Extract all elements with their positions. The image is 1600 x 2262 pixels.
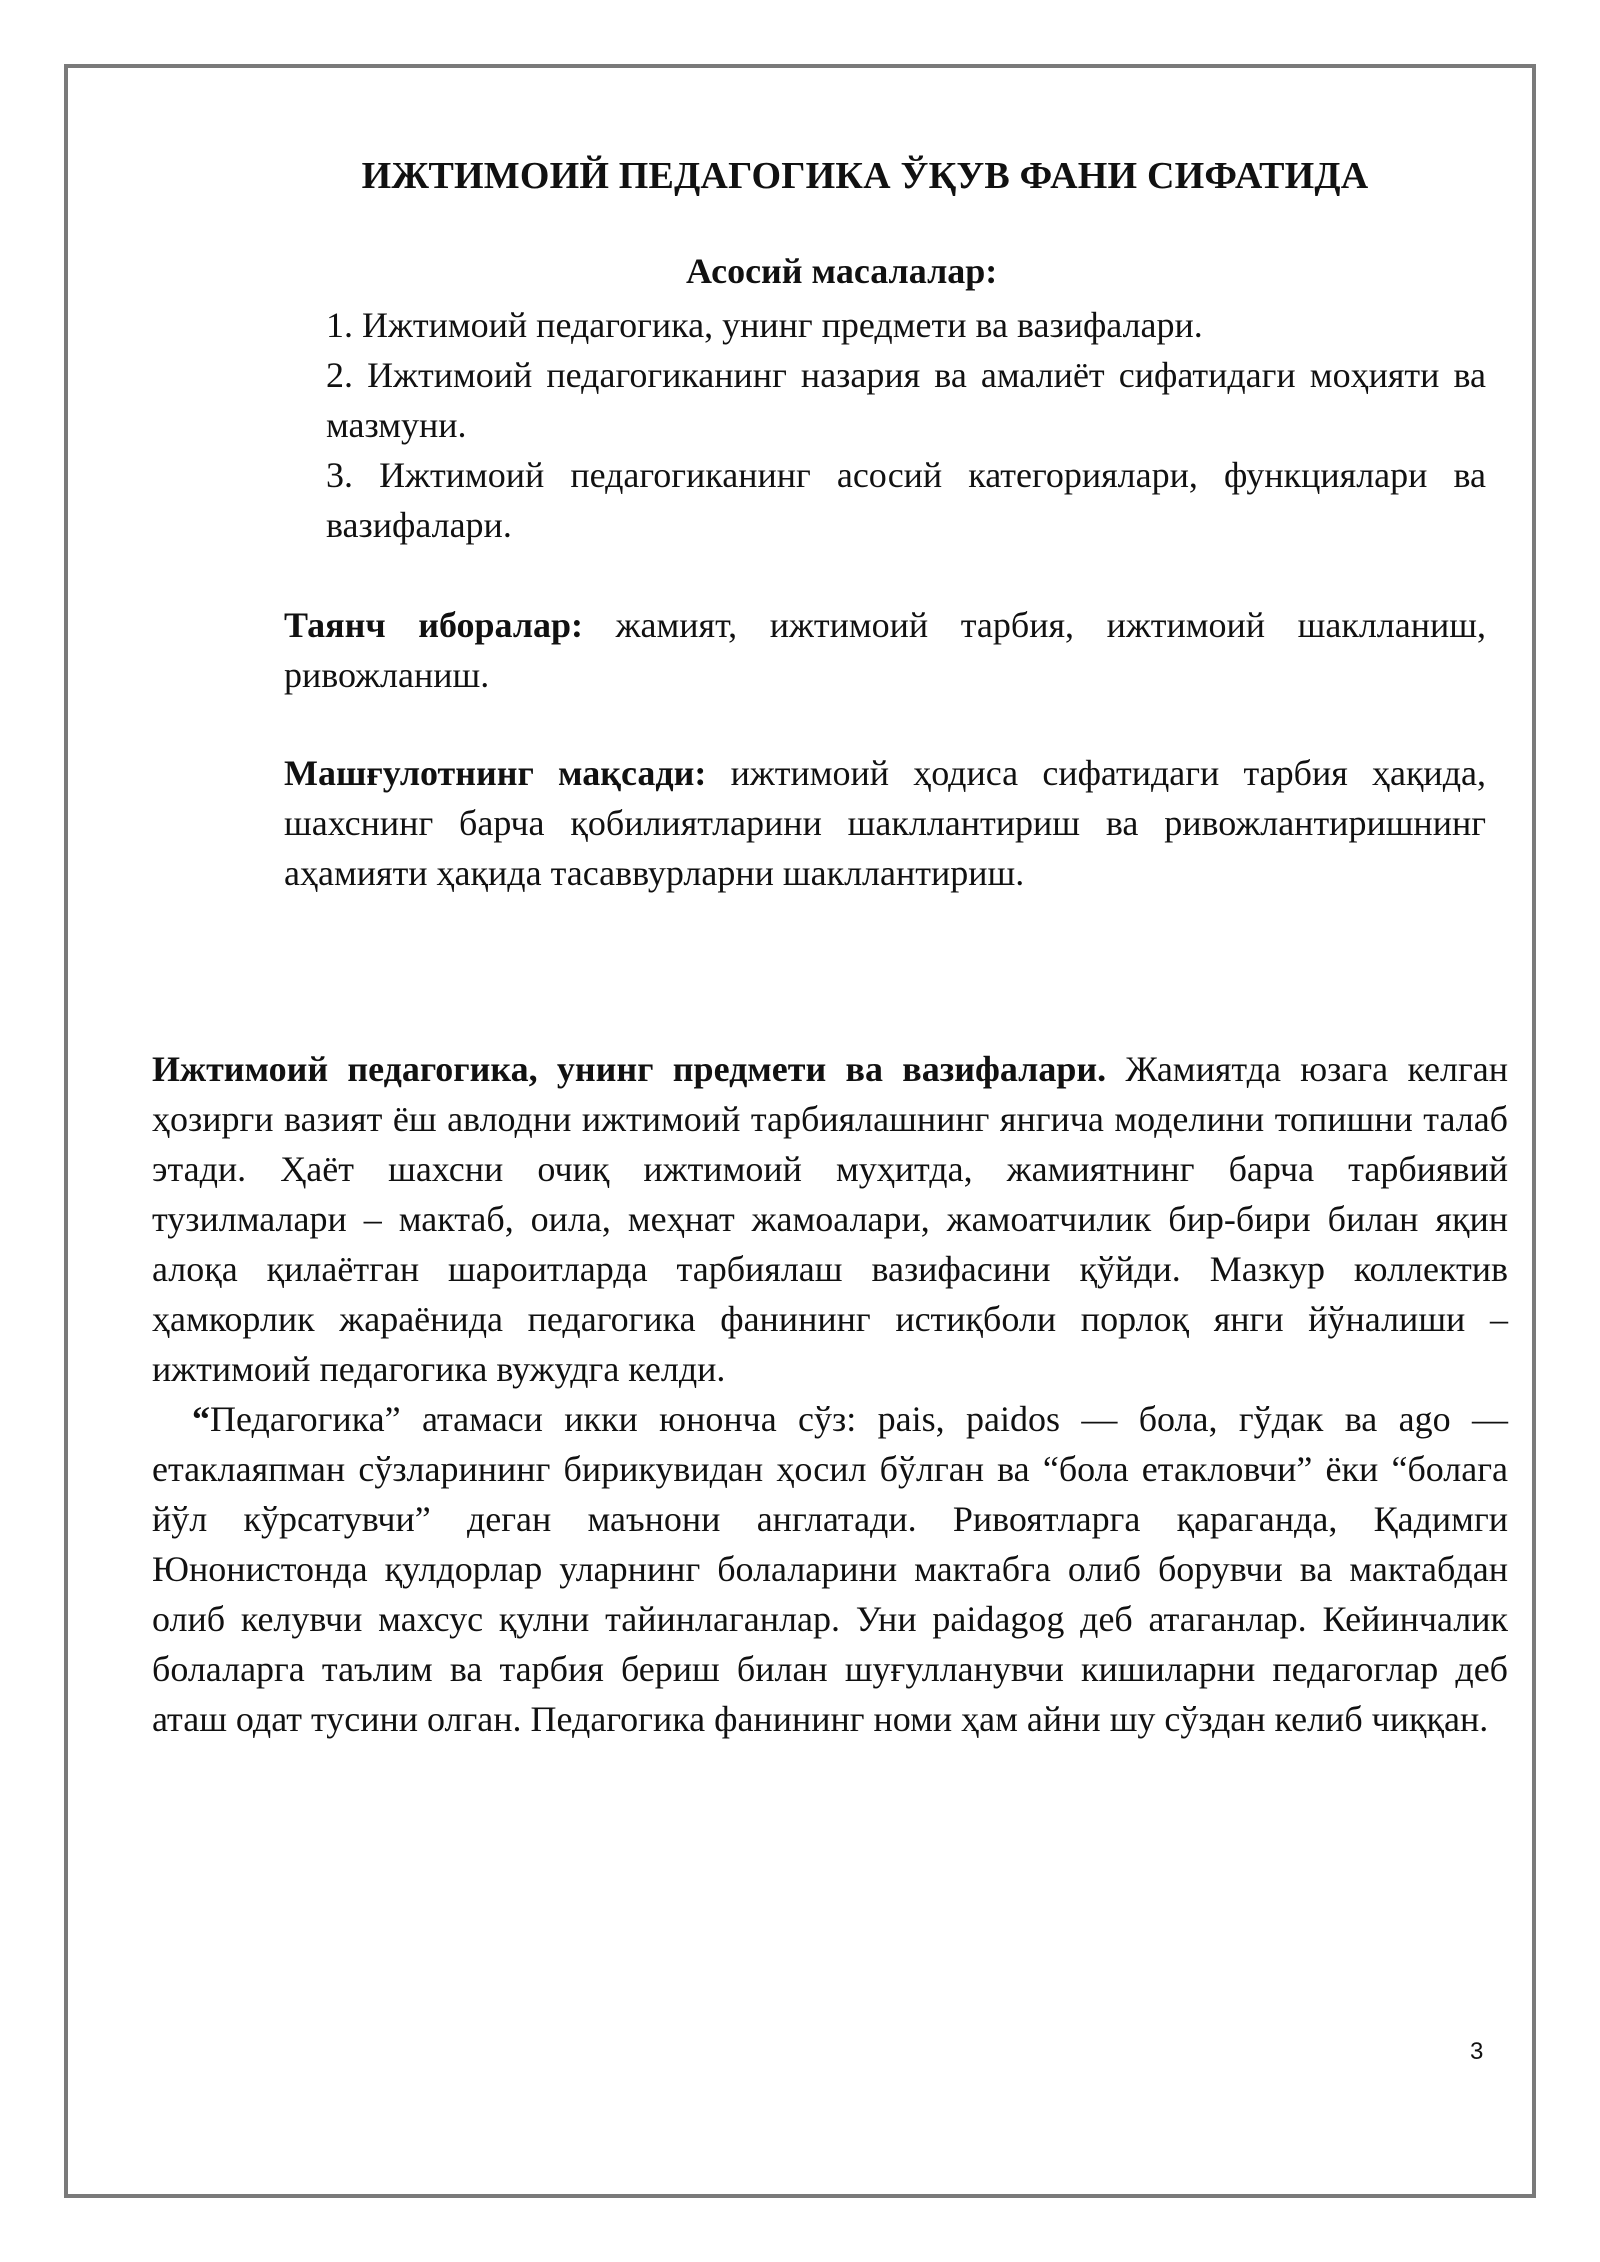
document-title: ИЖТИМОИЙ ПЕДАГОГИКА ЎҚУВ ФАНИ СИФАТИДА	[361, 155, 1369, 197]
page-number: 3	[1470, 2038, 1484, 2065]
keywords-label: Таянч иборалар:	[284, 605, 584, 645]
keywords-text: жамият, ижтимоий тарбия, ижтимоий шаклланиш, ривожланиш.	[284, 605, 1486, 695]
keywords-paragraph	[284, 600, 1486, 700]
lesson-goal-label: Машғулотнинг мақсади:	[284, 753, 707, 793]
lesson-goal-text: ижтимоий ҳодиса сифатидаги тарбия ҳақида, шахснинг барча қобилиятларини шакллантириш ва ривожлантиришнинг аҳамияти ҳақида тасаввурларни шакллантириш.	[284, 753, 1486, 893]
main-issues-list	[326, 300, 1486, 550]
body-paragraph-2-text: Педагогика” атамаси икки юнонча сўз: pais, paidos — бола, гўдак ва ago — етаклаяпман сўзларининг бирикувидан ҳосил бўлган ва “бола етакловчи” ёки “болага йўл кўрсатувчи” деган маънони англатади. Ривоятларга қараганда, Қадимги Юнонистонда қулдорлар уларнинг болаларини мактабга олиб борувчи ва мактабдан олиб келувчи махсус қулни тайинлаганлар. Уни paidagog деб атаганлар. Кейинчалик болаларга таълим ва тарбия бериш билан шуғулланувчи кишиларни педагоглар деб аташ одат тусини олган. Педагогика фанининг номи ҳам айни шу сўздан келиб чиққан.	[152, 1399, 1508, 1739]
issue-item-2: 2. Ижтимоий педагогиканинг назария ва амалиёт сифатидаги моҳияти ва мазмуни.	[326, 355, 1486, 445]
main-issues-heading: Асосий масалалар:	[686, 251, 998, 291]
opening-quote-mark: “	[192, 1399, 210, 1439]
body-paragraph-1-text: Жамиятда юзага келган ҳозирги вазият ёш авлодни ижтимоий тарбиялашнинг янгича моделини топишни талаб этади. Ҳаёт шахсни очиқ ижтимоий муҳитда, жамиятнинг барча тарбиявий тузилмалари – мактаб, оила, меҳнат жамоалари, жамоатчилик бир-бири билан яқин алоқа қилаётган шароитларда тарбиялаш вазифасини қўйди. Мазкур коллектив ҳамкорлик жараёнида педагогика фанининг истиқболи порлоқ янги йўналиши – ижтимоий педагогика вужудга келди.	[152, 1049, 1508, 1389]
body-paragraph-1	[152, 1044, 1508, 1394]
body-paragraph-2	[152, 1394, 1508, 1744]
issue-item-3: 3. Ижтимоий педагогиканинг асосий категориялари, функциялари ва вазифалари.	[326, 455, 1486, 545]
lesson-goal-paragraph	[284, 748, 1486, 898]
main-text	[152, 1044, 1508, 1744]
issue-item-1: 1. Ижтимоий педагогика, унинг предмети ва вазифалари.	[326, 305, 1203, 345]
section-heading: Ижтимоий педагогика, унинг предмети ва вазифалари.	[152, 1049, 1107, 1089]
